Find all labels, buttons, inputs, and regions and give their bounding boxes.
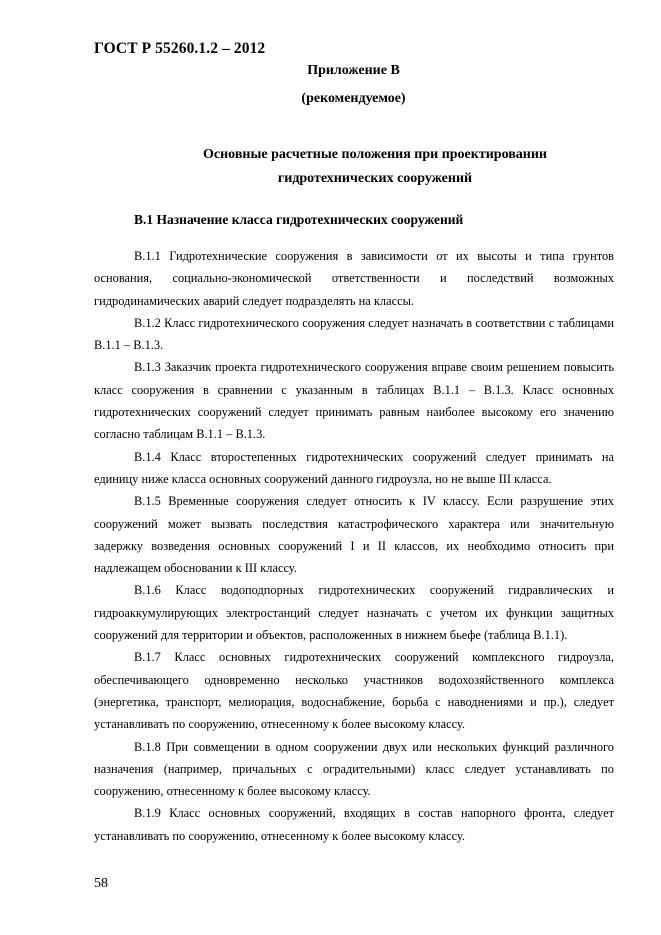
paragraph-b-1-6: В.1.6 Класс водоподпорных гидротехнических сооружений гидравлических и гидроаккумулирующих электростанций следует назначать с учетом их функции защитных сооружений для территории и объектов, расположенных в нижнем бьефе (таблица В.1.1). — [94, 583, 614, 643]
body-text — [94, 245, 614, 847]
appendix-status: (рекомендуемое) — [301, 91, 406, 106]
appendix-title: Приложение В — [307, 63, 400, 78]
paragraph-b-1-7: В.1.7 Класс основных гидротехнических сооружений комплексного гидроузла, обеспечивающего одновременно несколько участников водохозяйственного комплекса (энергетика, транспорт, мелиорация, водоснабжение, борьба с наводнениями и пр.), следует устанавливать по сооружению, отнесенному к более высокому классу. — [94, 650, 614, 732]
paragraph-b-1-4: В.1.4 Класс второстепенных гидротехнических сооружений следует принимать на единицу ниже класса основных сооружений данного гидроузла, но не выше III класса. — [94, 449, 614, 486]
standard-code-header: ГОСТ Р 55260.1.2 – 2012 — [94, 40, 266, 57]
page-number: 58 — [94, 876, 108, 891]
main-title-line-2: гидротехнических сооружений — [277, 171, 473, 186]
paragraph-b-1-2: В.1.2 Класс гидротехнического сооружения следует назначать в соответствии с таблицами В.1.1 – В.1.3. — [94, 315, 614, 353]
paragraph-b-1-8: В.1.8 При совмещении в одном сооружении двух или нескольких функций различного назначения (например, причальных с оградительными) класс следует устанавливать по сооружению, отнесенному к более высокому классу. — [94, 739, 614, 799]
paragraph-b-1-3: В.1.3 Заказчик проекта гидротехнического сооружения вправе своим решением повысить класс сооружения в сравнении с указанным в таблицах В.1.1 – В.1.3. Класс основных гидротехнических сооружений следует принимать равным наиболее высокому его значению согласно таблицам В.1.1 – В.1.3. — [94, 360, 614, 442]
main-title-line-1: Основные расчетные положения при проектировании — [203, 147, 547, 162]
main-title — [130, 143, 620, 191]
paragraph-b-1-5: В.1.5 Временные сооружения следует относить к IV классу. Если разрушение этих сооружений может вызвать последствия катастрофического характера или значительную задержку возведения основных сооружений I и II классов, их необходимо относить при надлежащем обосновании к III классу. — [94, 494, 614, 576]
paragraph-b-1-1: В.1.1 Гидротехнические сооружения в зависимости от их высоты и типа грунтов основания, социально-экономической ответственности и последствий возможных гидродинамических аварий следует подразделять на классы. — [94, 249, 614, 308]
section-heading: В.1 Назначение класса гидротехнических сооружений — [134, 212, 464, 227]
paragraph-b-1-9: В.1.9 Класс основных сооружений, входящих в состав напорного фронта, следует устанавливать по сооружению, отнесенному к более высокому классу. — [94, 806, 614, 843]
